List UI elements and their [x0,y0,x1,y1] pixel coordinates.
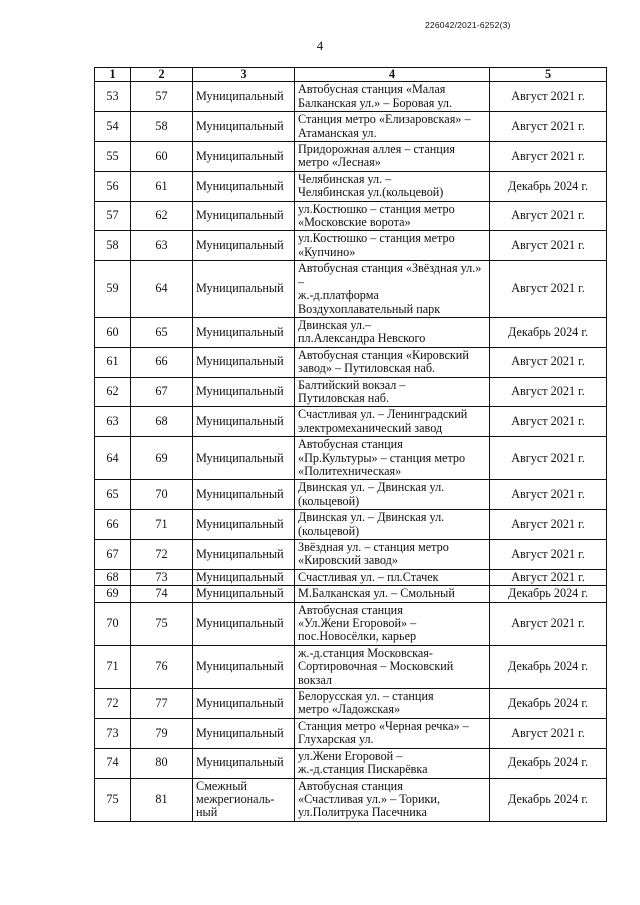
cell-route-number: 68 [131,407,193,437]
cell-route-type: Муниципальный [193,540,295,570]
cell-route-path: Балтийский вокзал – Путиловская наб. [295,377,490,407]
cell-number: 60 [95,317,131,347]
cell-route-number: 81 [131,778,193,821]
column-header-3: 3 [193,68,295,82]
cell-route-number: 62 [131,201,193,231]
cell-route-number: 65 [131,317,193,347]
cell-number: 71 [95,645,131,688]
cell-route-type: Муниципальный [193,748,295,778]
cell-number: 56 [95,171,131,201]
cell-route-number: 76 [131,645,193,688]
table-row [95,437,607,480]
cell-route-number: 74 [131,586,193,602]
cell-date: Август 2021 г. [490,437,607,480]
column-header-1: 1 [95,68,131,82]
cell-number: 53 [95,82,131,112]
cell-route-path: Автобусная станция «Ул.Жени Егоровой» – пос.Новосёлки, карьер [295,602,490,645]
table-row [95,748,607,778]
cell-route-path: Станция метро «Елизаровская» – Атаманская ул. [295,112,490,142]
cell-route-type: Муниципальный [193,317,295,347]
table-row [95,377,607,407]
cell-route-path: Автобусная станция «Малая Балканская ул.» – Боровая ул. [295,82,490,112]
cell-number: 58 [95,231,131,261]
cell-number: 69 [95,586,131,602]
cell-route-path: Автобусная станция «Пр.Культуры» – станция метро «Политехническая» [295,437,490,480]
cell-number: 64 [95,437,131,480]
table-row [95,171,607,201]
cell-route-path: ул.Костюшко – станция метро «Московские ворота» [295,201,490,231]
cell-route-type: Муниципальный [193,480,295,510]
table-row [95,231,607,261]
cell-date: Декабрь 2024 г. [490,317,607,347]
cell-route-path: Двинская ул.– пл.Александра Невского [295,317,490,347]
cell-route-number: 57 [131,82,193,112]
cell-route-type: Муниципальный [193,407,295,437]
cell-date: Август 2021 г. [490,407,607,437]
cell-number: 66 [95,510,131,540]
table-row [95,540,607,570]
column-header-5: 5 [490,68,607,82]
cell-route-path: Станция метро «Черная речка» – Глухарская ул. [295,718,490,748]
cell-route-path: Звёздная ул. – станция метро «Кировский завод» [295,540,490,570]
cell-route-path: Двинская ул. – Двинская ул. (кольцевой) [295,480,490,510]
cell-date: Август 2021 г. [490,112,607,142]
cell-number: 74 [95,748,131,778]
cell-route-type: Муниципальный [193,201,295,231]
cell-route-number: 61 [131,171,193,201]
cell-route-type: Муниципальный [193,171,295,201]
cell-number: 68 [95,569,131,585]
table-row [95,347,607,377]
cell-route-type: Муниципальный [193,602,295,645]
cell-date: Август 2021 г. [490,510,607,540]
cell-route-path: Счастливая ул. – пл.Стачек [295,569,490,585]
cell-date: Август 2021 г. [490,231,607,261]
cell-route-number: 69 [131,437,193,480]
cell-route-type: Муниципальный [193,231,295,261]
cell-route-path: Счастливая ул. – Ленинградский электромеханический завод [295,407,490,437]
cell-date: Декабрь 2024 г. [490,171,607,201]
cell-number: 72 [95,689,131,719]
table-row [95,602,607,645]
cell-date: Август 2021 г. [490,142,607,172]
cell-number: 65 [95,480,131,510]
cell-route-number: 66 [131,347,193,377]
cell-route-number: 63 [131,231,193,261]
cell-route-type: Муниципальный [193,569,295,585]
cell-date: Август 2021 г. [490,261,607,318]
table-row [95,586,607,602]
cell-number: 63 [95,407,131,437]
cell-route-path: ул.Жени Егоровой – ж.-д.станция Пискарёвка [295,748,490,778]
cell-number: 54 [95,112,131,142]
table-row [95,510,607,540]
cell-date: Август 2021 г. [490,718,607,748]
cell-date: Август 2021 г. [490,82,607,112]
table-row [95,317,607,347]
cell-date: Декабрь 2024 г. [490,645,607,688]
cell-number: 55 [95,142,131,172]
cell-date: Декабрь 2024 г. [490,586,607,602]
cell-route-path: Челябинская ул. – Челябинская ул.(кольцевой) [295,171,490,201]
table-row [95,261,607,318]
cell-number: 62 [95,377,131,407]
cell-date: Август 2021 г. [490,377,607,407]
page-number: 4 [316,38,324,53]
cell-date: Август 2021 г. [490,602,607,645]
table-row [95,112,607,142]
table-row [95,569,607,585]
cell-date: Август 2021 г. [490,347,607,377]
cell-date: Декабрь 2024 г. [490,748,607,778]
column-header-4: 4 [295,68,490,82]
cell-date: Декабрь 2024 г. [490,778,607,821]
cell-route-type: Муниципальный [193,586,295,602]
routes-table [94,67,607,822]
cell-route-number: 79 [131,718,193,748]
cell-number: 75 [95,778,131,821]
cell-number: 73 [95,718,131,748]
cell-route-type: Муниципальный [193,142,295,172]
cell-route-type: Муниципальный [193,689,295,719]
cell-number: 59 [95,261,131,318]
cell-route-path: Белорусская ул. – станция метро «Ладожская» [295,689,490,719]
table-row [95,407,607,437]
cell-route-type: Муниципальный [193,437,295,480]
cell-number: 57 [95,201,131,231]
cell-number: 67 [95,540,131,570]
column-header-2: 2 [131,68,193,82]
table-row [95,778,607,821]
table-row [95,718,607,748]
table-row [95,480,607,510]
cell-route-path: М.Балканская ул. – Смольный [295,586,490,602]
cell-route-type: Муниципальный [193,261,295,318]
table-row [95,82,607,112]
cell-route-number: 60 [131,142,193,172]
cell-route-type: Муниципальный [193,82,295,112]
cell-route-path: Двинская ул. – Двинская ул. (кольцевой) [295,510,490,540]
cell-route-number: 72 [131,540,193,570]
cell-number: 61 [95,347,131,377]
cell-route-number: 67 [131,377,193,407]
cell-route-type: Муниципальный [193,377,295,407]
cell-route-number: 64 [131,261,193,318]
document-code: 226042/2021-6252(3) [425,20,511,30]
table-row [95,689,607,719]
cell-route-type: Муниципальный [193,347,295,377]
cell-route-path: ул.Костюшко – станция метро «Купчино» [295,231,490,261]
table-header-row [95,68,607,82]
cell-date: Август 2021 г. [490,569,607,585]
cell-date: Август 2021 г. [490,201,607,231]
table-row [95,645,607,688]
cell-route-type: Смежный межрегиональ- ный [193,778,295,821]
cell-route-type: Муниципальный [193,510,295,540]
cell-route-number: 58 [131,112,193,142]
cell-number: 70 [95,602,131,645]
cell-route-number: 73 [131,569,193,585]
cell-route-number: 77 [131,689,193,719]
cell-date: Декабрь 2024 г. [490,689,607,719]
cell-route-path: Автобусная станция «Счастливая ул.» – Торики, ул.Политрука Пасечника [295,778,490,821]
cell-route-type: Муниципальный [193,718,295,748]
cell-date: Август 2021 г. [490,540,607,570]
cell-route-path: ж.-д.станция Московская- Сортировочная – Московский вокзал [295,645,490,688]
cell-route-path: Автобусная станция «Кировский завод» – Путиловская наб. [295,347,490,377]
cell-route-type: Муниципальный [193,112,295,142]
cell-route-number: 71 [131,510,193,540]
cell-route-number: 70 [131,480,193,510]
cell-route-number: 80 [131,748,193,778]
cell-route-number: 75 [131,602,193,645]
cell-route-path: Придорожная аллея – станция метро «Лесная» [295,142,490,172]
cell-route-path: Автобусная станция «Звёздная ул.» – ж.-д.платформа Воздухоплавательный парк [295,261,490,318]
table-row [95,201,607,231]
table-row [95,142,607,172]
cell-route-type: Муниципальный [193,645,295,688]
cell-date: Август 2021 г. [490,480,607,510]
